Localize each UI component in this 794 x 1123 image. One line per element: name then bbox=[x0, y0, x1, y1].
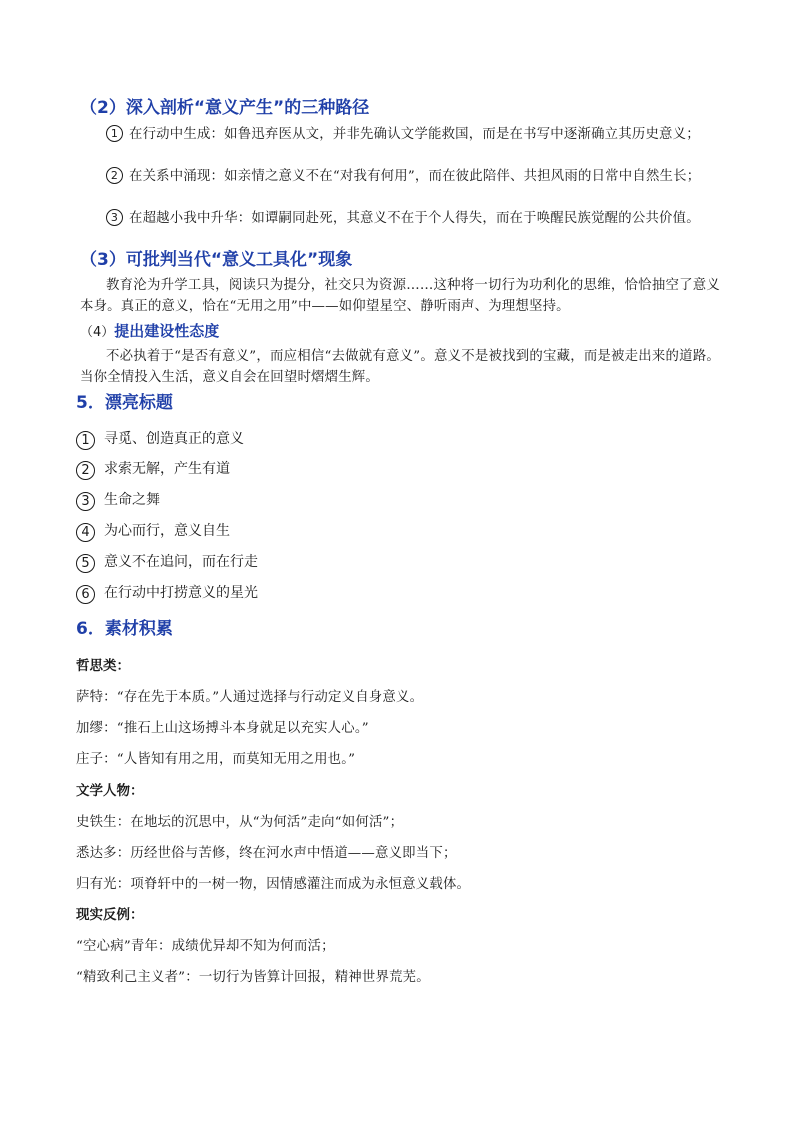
category-literary-figures-label: 文学人物： bbox=[76, 783, 144, 799]
section-4-paragraph: 不必执着于“是否有意义”，而应相信“去做就有意义”。意义不是被找到的宝藏，而是被走出来的道路。当你全情投入生活，意义自会在回望时熠熠生辉。 bbox=[80, 349, 720, 385]
section-2-item-1-text: 在行动中生成：如鲁迅弃医从文，并非先确认文学能救国，而是在书写中逐渐确立其历史意义； bbox=[129, 127, 700, 142]
section-3-paragraph: 教育沦为升学工具，阅读只为提分，社交只为资源……这种将一切行为功利化的思维，恰恰抽空了意义本身。真正的意义，恰在“无用之用”中——如仰望星空、静听雨声、为理想坚持。 bbox=[80, 278, 720, 314]
section-2-item-3 bbox=[80, 208, 720, 229]
section-4-title: 提出建设性态度 bbox=[114, 322, 220, 340]
title-item-5-text: 意义不在追问，而在行走 bbox=[104, 554, 258, 570]
material-line: 悉达多：历经世俗与苦修，终在河水声中悟道——意义即当下； bbox=[76, 846, 457, 861]
material-line: “空心病”青年：成绩优异却不知为何而活； bbox=[76, 939, 335, 954]
section-2-heading bbox=[80, 97, 369, 119]
section-2-number: （2） bbox=[80, 98, 126, 118]
section-6-heading: 6．素材积累 bbox=[76, 619, 173, 639]
circled-number-2: 2 bbox=[106, 167, 123, 184]
material-line: 萨特：“存在先于本质。”人通过选择与行动定义自身意义。 bbox=[76, 690, 424, 705]
circled-number-4: 4 bbox=[76, 523, 95, 542]
title-item-4-text: 为心而行，意义自生 bbox=[104, 523, 230, 539]
section-2-title: 深入剖析“意义产生”的三种路径 bbox=[125, 98, 370, 118]
section-2-item-3-text: 在超越小我中升华：如谭嗣同赴死，其意义不在于个人得失，而在于唤醒民族觉醒的公共价值。 bbox=[129, 211, 700, 226]
title-item-6 bbox=[76, 582, 258, 604]
title-item-6-text: 在行动中打捞意义的星光 bbox=[104, 585, 258, 601]
circled-number-2: 2 bbox=[76, 461, 95, 480]
circled-number-6: 6 bbox=[76, 585, 95, 604]
title-item-2 bbox=[76, 458, 230, 480]
section-2-item-2 bbox=[80, 166, 720, 187]
circled-number-5: 5 bbox=[76, 554, 95, 573]
section-4-heading bbox=[80, 320, 219, 344]
category-counterexamples-label: 现实反例： bbox=[76, 907, 144, 923]
section-2-item-1 bbox=[80, 124, 720, 145]
section-4-number: （4） bbox=[80, 325, 115, 340]
circled-number-1: 1 bbox=[76, 431, 95, 450]
title-item-3-text: 生命之舞 bbox=[104, 492, 160, 508]
material-line: 庄子：“人皆知有用之用，而莫知无用之用也。” bbox=[76, 752, 356, 767]
section-5-heading: 5．漂亮标题 bbox=[76, 393, 173, 413]
section-3-heading bbox=[80, 249, 352, 271]
category-philosophy-label: 哲思类： bbox=[76, 658, 130, 674]
title-item-4 bbox=[76, 520, 230, 542]
title-item-2-text: 求索无解，产生有道 bbox=[104, 461, 230, 477]
section-3-title: 可批判当代“意义工具化”现象 bbox=[125, 250, 353, 270]
title-item-1-text: 寻觅、创造真正的意义 bbox=[104, 431, 244, 447]
material-line: “精致利己主义者”：一切行为皆算计回报，精神世界荒芜。 bbox=[76, 970, 430, 985]
title-item-1 bbox=[76, 428, 244, 450]
material-line: 归有光：项脊轩中的一树一物，因情感灌注而成为永恒意义载体。 bbox=[76, 877, 471, 892]
material-line: 加缪：“推石上山这场搏斗本身就足以充实人心。” bbox=[76, 721, 369, 736]
circled-number-3: 3 bbox=[76, 492, 95, 511]
material-line: 史铁生：在地坛的沉思中，从“为何活”走向“如何活”； bbox=[76, 815, 404, 830]
circled-number-3: 3 bbox=[106, 209, 123, 226]
section-3-number: （3） bbox=[80, 250, 126, 270]
section-2-item-2-text: 在关系中涌现：如亲情之意义不在“对我有何用”，而在彼此陪伴、共担风雨的日常中自然生长； bbox=[129, 169, 701, 184]
title-item-3 bbox=[76, 489, 160, 511]
circled-number-1: 1 bbox=[106, 125, 123, 142]
title-item-5 bbox=[76, 551, 258, 573]
